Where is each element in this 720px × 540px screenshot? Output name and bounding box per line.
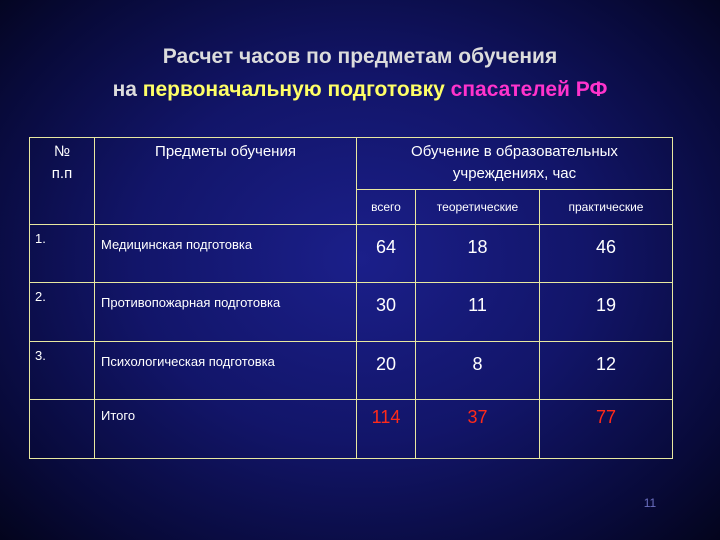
row-practice: 12 [540, 341, 673, 400]
row-practice: 19 [540, 283, 673, 342]
total-row-practice: 77 [540, 400, 673, 459]
total-row-number [30, 400, 95, 459]
total-row-theory: 37 [416, 400, 540, 459]
hours-table [29, 137, 673, 459]
row-number: 2. [30, 283, 95, 342]
header-subjects: Предметы обучения [95, 138, 357, 225]
header-number-sign: № [53, 143, 71, 160]
table-row [30, 224, 673, 283]
title-line-1: Расчет часов по предметам обучения [162, 45, 558, 68]
table-header-row [30, 138, 673, 190]
title-highlight-rescuers: спасателей РФ [450, 78, 608, 101]
row-subject: Противопожарная подготовка [95, 283, 357, 342]
title-prefix: на [112, 78, 143, 101]
row-theory: 11 [416, 283, 540, 342]
slide-title [0, 40, 720, 106]
row-theory: 8 [416, 341, 540, 400]
row-theory: 18 [416, 224, 540, 283]
title-line-2 [0, 73, 720, 106]
header-theoretical: теоретические [416, 190, 540, 225]
row-practice: 46 [540, 224, 673, 283]
total-row-total: 114 [357, 400, 416, 459]
row-subject: Медицинская подготовка [95, 224, 357, 283]
header-training: Обучение в образовательных учреждениях, час [357, 138, 673, 190]
page-number: 11 [643, 496, 657, 510]
table-row [30, 283, 673, 342]
header-number-pp: п.п [51, 165, 73, 182]
row-total: 20 [357, 341, 416, 400]
row-total: 64 [357, 224, 416, 283]
header-number [30, 138, 95, 225]
row-number: 3. [30, 341, 95, 400]
title-highlight-training: первоначальную подготовку [142, 78, 445, 101]
row-number: 1. [30, 224, 95, 283]
total-row-label: Итого [95, 400, 357, 459]
row-total: 30 [357, 283, 416, 342]
row-subject: Психологическая подготовка [95, 341, 357, 400]
table-total-row [30, 400, 673, 459]
header-practical: практические [540, 190, 673, 225]
header-total: всего [357, 190, 416, 225]
table-row [30, 341, 673, 400]
